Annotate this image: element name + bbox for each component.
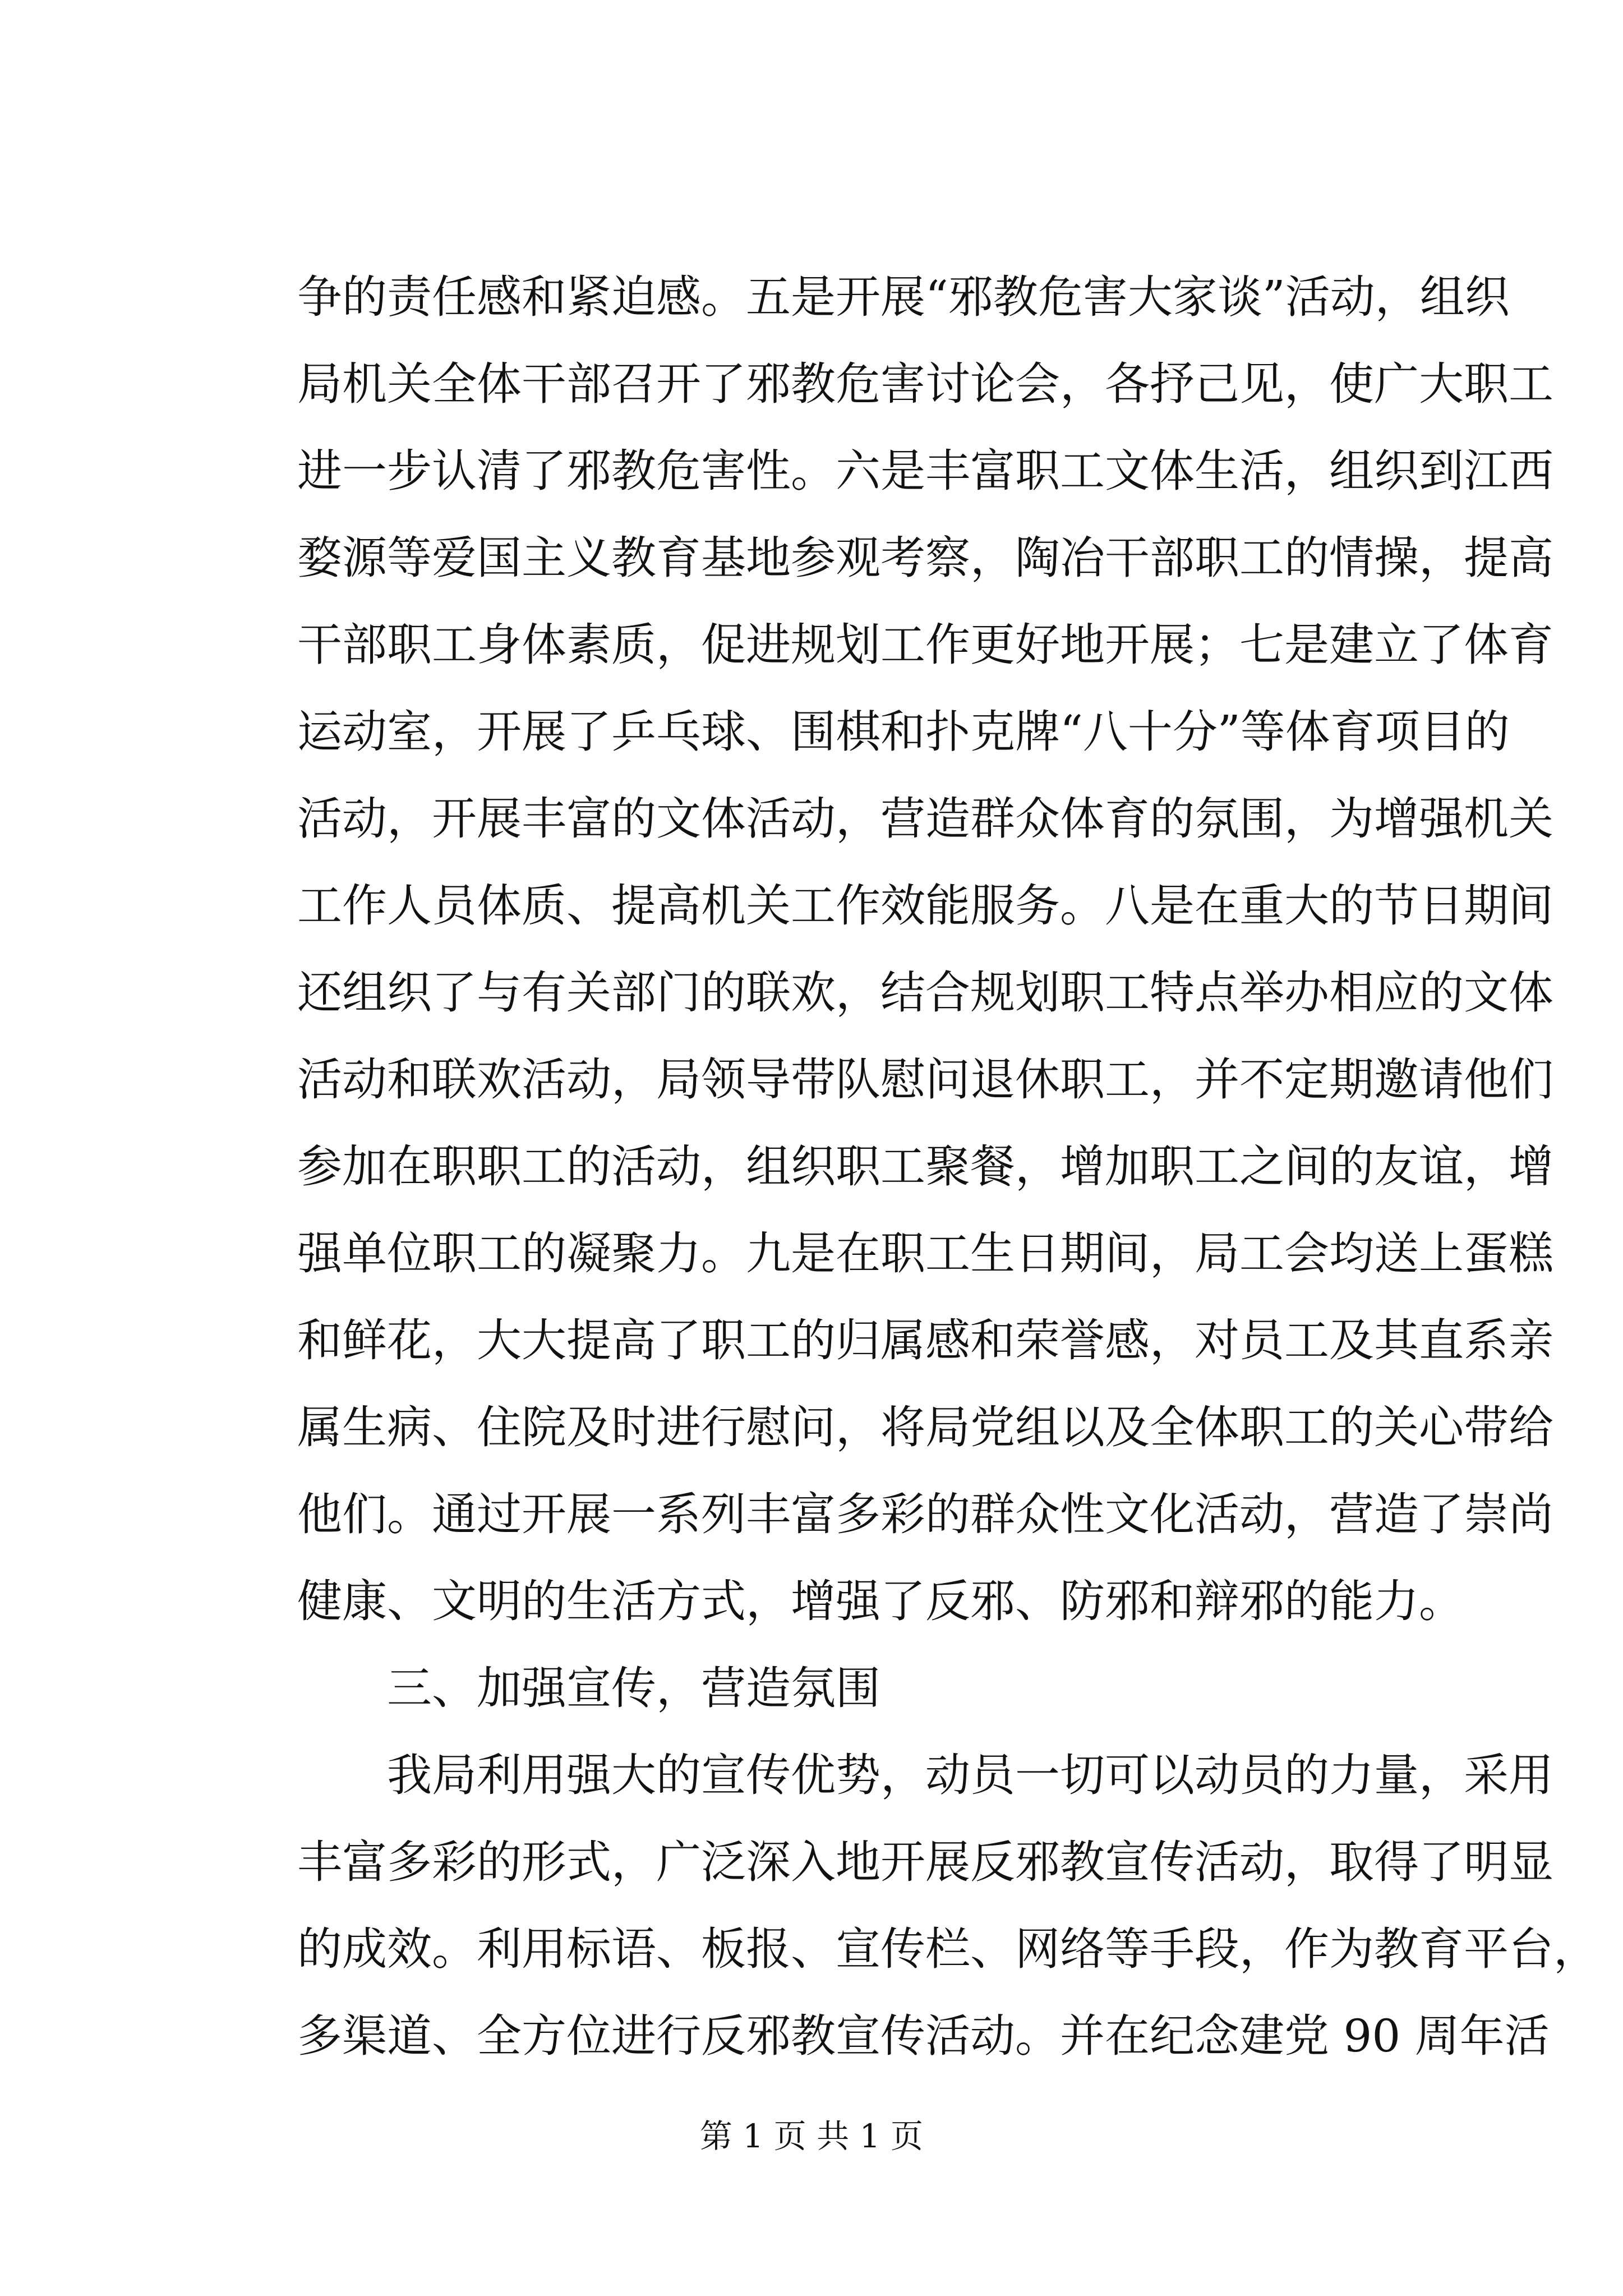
text-line: 还组织了与有关部门的联欢，结合规划职工特点举办相应的文体 bbox=[297, 967, 1553, 1019]
paragraph-first-line: 我局利用强大的宣传优势，动员一切可以动员的力量，采用 bbox=[387, 1749, 1553, 1801]
text-line: 局机关全体干部召开了邪教危害讨论会，各抒己见，使广大职工 bbox=[297, 358, 1553, 410]
paragraph-last-line: 健康、文明的生活方式，增强了反邪、防邪和辩邪的能力。 bbox=[297, 1575, 1464, 1627]
text-line: 属生病、住院及时进行慰问，将局党组以及全体职工的关心带给 bbox=[297, 1401, 1553, 1453]
text-line: 婺源等爱国主义教育基地参观考察，陶冶干部职工的情操，提高 bbox=[297, 532, 1553, 584]
text-line: 他们。通过开展一系列丰富多彩的群众性文化活动，营造了崇尚 bbox=[297, 1488, 1553, 1540]
section-heading: 三、加强宣传，营造氛围 bbox=[387, 1662, 880, 1714]
text-line: 丰富多彩的形式，广泛深入地开展反邪教宣传活动，取得了明显 bbox=[297, 1836, 1553, 1888]
text-line: 的成效。利用标语、板报、宣传栏、网络等手段，作为教育平台， bbox=[297, 1923, 1598, 1975]
text-line: 争的责任感和紧迫感。五是开展“邪教危害大家谈”活动，组织 bbox=[297, 271, 1510, 323]
text-line: 强单位职工的凝聚力。九是在职工生日期间，局工会均送上蛋糕 bbox=[297, 1227, 1553, 1280]
text-line: 干部职工身体素质，促进规划工作更好地开展；七是建立了体育 bbox=[297, 619, 1553, 671]
page-number-footer: 第 1 页 共 1 页 bbox=[700, 2117, 923, 2155]
text-line: 工作人员体质、提高机关工作效能服务。八是在重大的节日期间 bbox=[297, 880, 1553, 932]
text-line: 多渠道、全方位进行反邪教宣传活动。并在纪念建党 90 周年活 bbox=[297, 2010, 1550, 2062]
text-line: 运动室，开展了乒乓球、围棋和扑克牌“八十分”等体育项目的 bbox=[297, 706, 1510, 758]
document-body bbox=[297, 254, 1598, 2079]
text-line: 参加在职职工的活动，组织职工聚餐，增加职工之间的友谊，增 bbox=[297, 1140, 1553, 1193]
text-line: 和鲜花，大大提高了职工的归属感和荣誉感，对员工及其直系亲 bbox=[297, 1314, 1553, 1366]
text-line: 进一步认清了邪教危害性。六是丰富职工文体生活，组织到江西 bbox=[297, 445, 1553, 497]
text-line: 活动，开展丰富的文体活动，营造群众体育的氛围，为增强机关 bbox=[297, 793, 1553, 845]
text-line: 活动和联欢活动，局领导带队慰问退休职工，并不定期邀请他们 bbox=[297, 1053, 1553, 1106]
